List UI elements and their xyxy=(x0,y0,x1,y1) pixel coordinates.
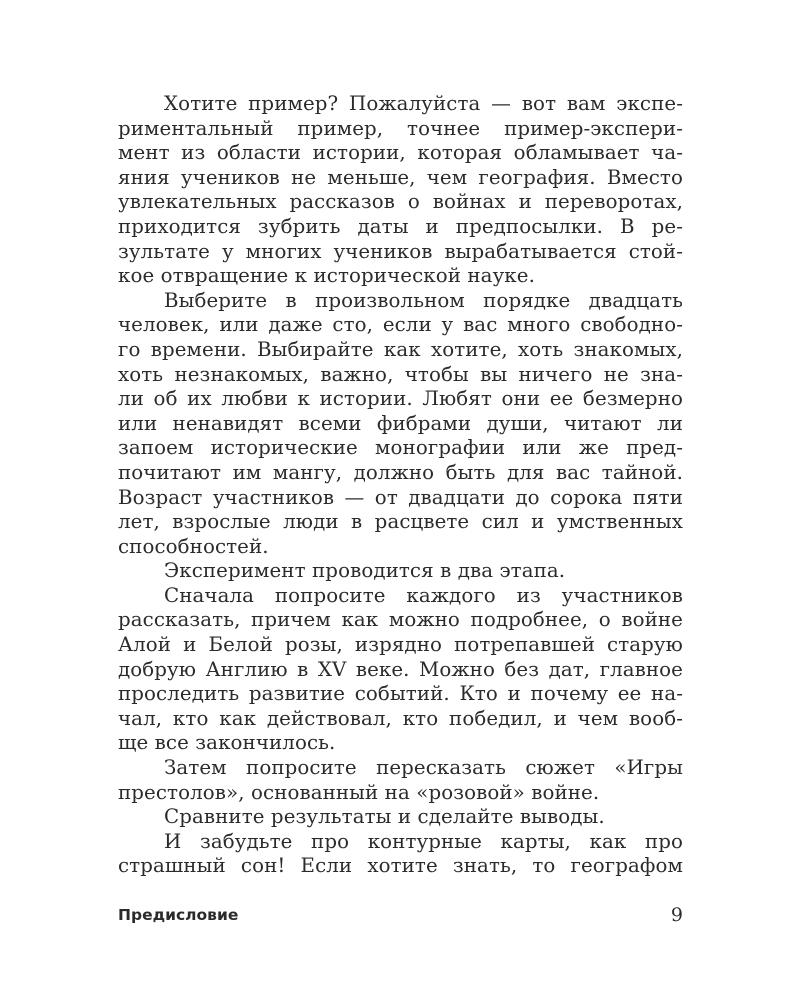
text-line: запоем исторические монографии или же пред- xyxy=(118,436,683,460)
text-line: мент из области истории, которая обламывает ча- xyxy=(118,141,683,165)
page-body-text xyxy=(118,92,683,879)
text-line: Выберите в произвольном порядке двадцать xyxy=(164,288,683,312)
text-line: престолов», основанный на «розовой» войне. xyxy=(118,780,600,804)
text-line: Алой и Белой розы, изрядно потрепавшей старую xyxy=(118,633,683,657)
page-number: 9 xyxy=(670,904,683,926)
text-line: лет, взрослые люди в расцвете сил и умственных xyxy=(118,510,683,534)
text-line: Сначала попросите каждого из участников xyxy=(164,583,683,607)
text-line: способностей. xyxy=(118,534,269,558)
text-line: яния учеников не меньше, чем география. Вместо xyxy=(118,165,683,189)
text-line: или ненавидят всеми фибрами души, читают ли xyxy=(118,411,683,435)
text-line: Затем попросите пересказать сюжет «Игры xyxy=(164,756,683,780)
page-footer xyxy=(118,904,683,928)
text-line: Хотите пример? Пожалуйста — вот вам экспе- xyxy=(164,92,683,115)
text-line: добрую Англию в XV веке. Можно без дат, главное xyxy=(118,657,683,681)
text-line: чал, кто как действовал, кто победил, и чем вооб- xyxy=(118,706,683,730)
text-line: хоть незнакомых, важно, чтобы вы ничего не зна- xyxy=(118,362,683,386)
text-line: страшный сон! Если хотите знать, то географом xyxy=(118,854,683,878)
text-line: приходится зубрить даты и предпосылки. В ре- xyxy=(118,214,683,238)
text-line: риментальный пример, точнее пример-экспери- xyxy=(118,116,683,140)
text-line: увлекательных рассказов о войнах и переворотах, xyxy=(118,190,683,214)
text-line: кое отвращение к исторической науке. xyxy=(118,264,535,288)
text-line: рассказать, причем как можно подробнее, о войне xyxy=(118,608,683,632)
running-head: Предисловие xyxy=(118,906,239,924)
text-line: Эксперимент проводится в два этапа. xyxy=(164,559,566,583)
text-line: ли об их любви к истории. Любят они ее безмерно xyxy=(118,387,683,411)
text-line: Сравните результаты и сделайте выводы. xyxy=(164,805,605,829)
text-line: И забудьте про контурные карты, как про xyxy=(164,829,683,853)
text-line: зультате у многих учеников вырабатывается стой- xyxy=(118,239,683,263)
text-line: почитают им мангу, должно быть для вас тайной. xyxy=(118,460,683,484)
text-line: ще все закончилось. xyxy=(118,731,336,755)
text-line: го времени. Выбирайте как хотите, хоть знакомых, xyxy=(118,337,683,361)
text-line: человек, или даже сто, если у вас много свободно- xyxy=(118,313,683,337)
text-line: Возраст участников — от двадцати до сорока пяти xyxy=(118,485,683,509)
text-line: проследить развитие событий. Кто и почему ее на- xyxy=(118,682,683,706)
